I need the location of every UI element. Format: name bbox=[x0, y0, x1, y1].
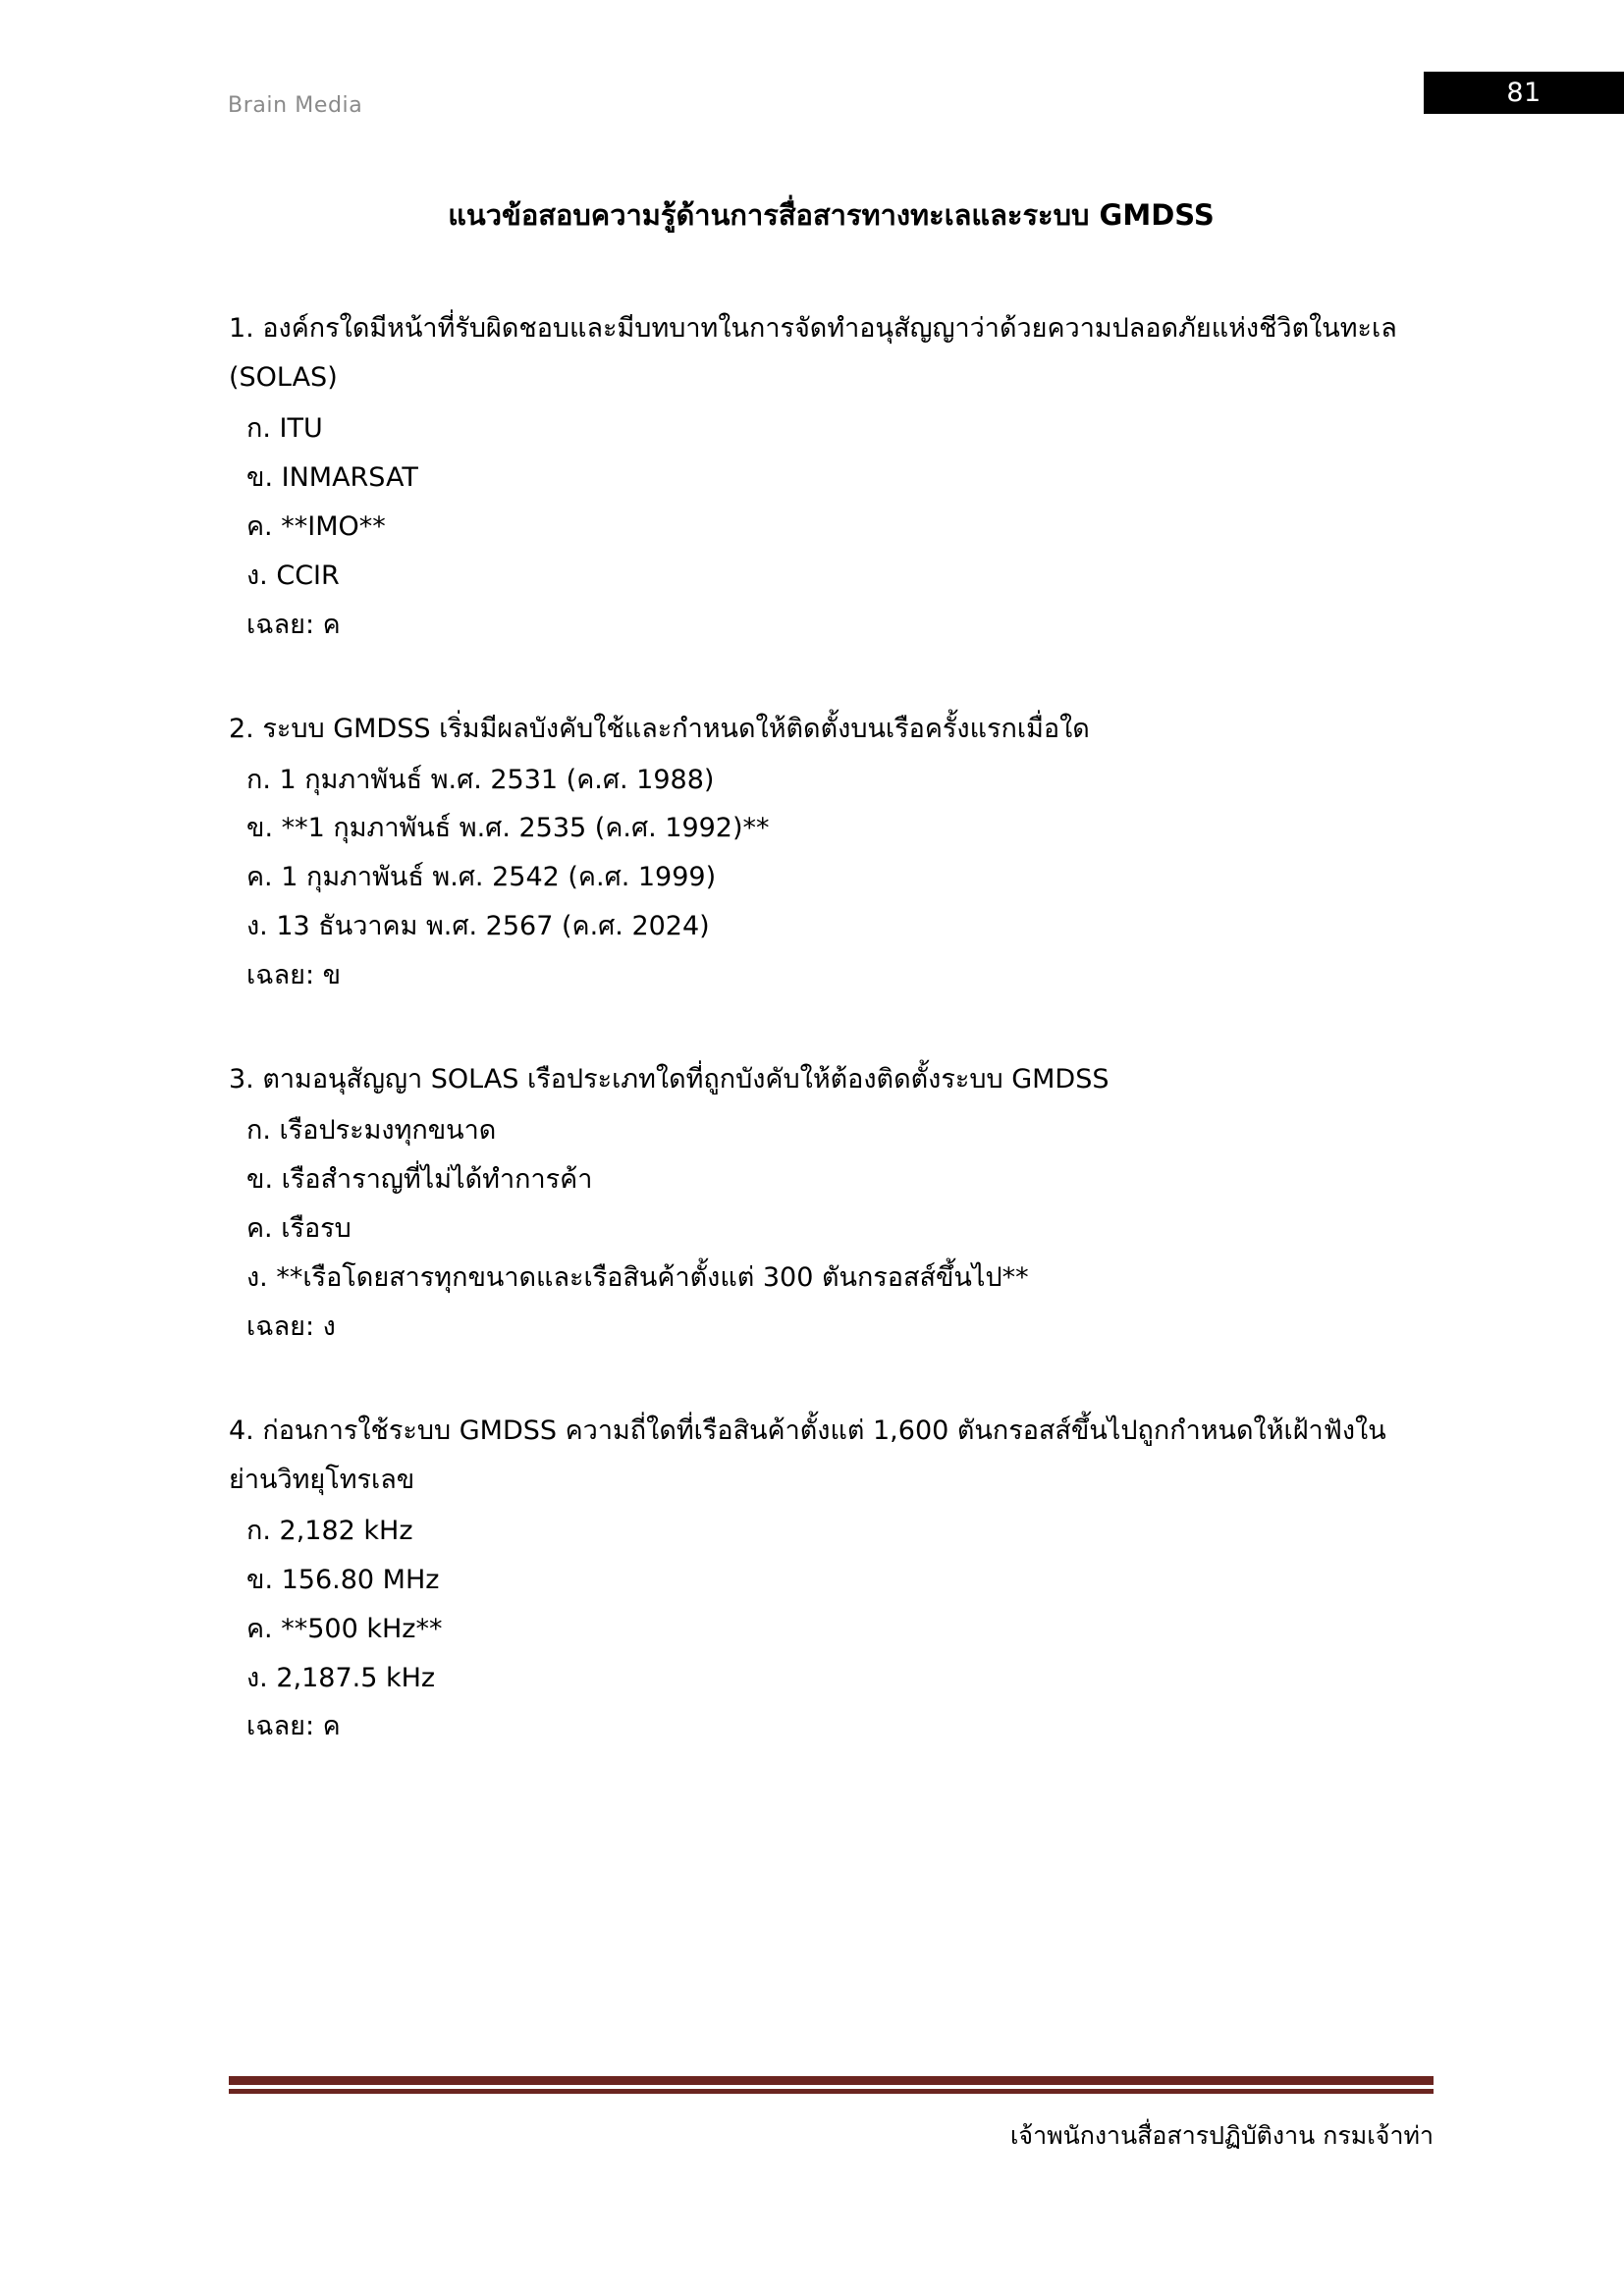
page-footer bbox=[229, 2076, 1434, 2155]
question-option: ค. **IMO** bbox=[246, 510, 386, 542]
answer-line: เฉลย: ข bbox=[246, 960, 342, 991]
question-option: ข. **1 กุมภาพันธ์ พ.ศ. 2535 (ค.ศ. 1992)** bbox=[246, 813, 770, 844]
question-option: ข. 156.80 MHz bbox=[246, 1564, 440, 1595]
question-option: ค. **500 kHz** bbox=[246, 1613, 443, 1644]
question-option: ค. เรือรบ bbox=[246, 1213, 352, 1244]
question-option: ง. **เรือโดยสารทุกขนาดและเรือสินค้าตั้งแต่ 300 ตันกรอสส์ขึ้นไป** bbox=[246, 1261, 1029, 1293]
answer-line: เฉลย: ค bbox=[246, 1711, 341, 1742]
question-text: 1. องค์กรใดมีหน้าที่รับผิดชอบและมีบทบาทในการจัดทำอนุสัญญาว่าด้วยความปลอดภัยแห่งชีวิตในทะเล (SOLAS) bbox=[229, 313, 1397, 393]
answer-line: เฉลย: ง bbox=[246, 1310, 336, 1342]
question-option: ง. 2,187.5 kHz bbox=[246, 1662, 436, 1693]
question-block bbox=[229, 705, 1434, 1001]
question-text: 2. ระบบ GMDSS เริ่มมีผลบังคับใช้และกำหนดให้ติดตั้งบนเรือครั้งแรกเมื่อใด bbox=[229, 713, 1090, 744]
question-option: ก. 1 กุมภาพันธ์ พ.ศ. 2531 (ค.ศ. 1988) bbox=[246, 764, 715, 795]
question-text: 3. ตามอนุสัญญา SOLAS เรือประเภทใดที่ถูกบังคับให้ต้องติดตั้งระบบ GMDSS bbox=[229, 1064, 1110, 1095]
question-block bbox=[229, 1407, 1434, 1752]
question-option: ง. CCIR bbox=[246, 560, 340, 591]
page-number: 81 bbox=[1506, 78, 1542, 108]
question-option: ข. เรือสำราญที่ไม่ได้ทำการค้า bbox=[246, 1164, 593, 1196]
question-text: 4. ก่อนการใช้ระบบ GMDSS ความถี่ใดที่เรือสินค้าตั้งแต่ 1,600 ตันกรอสส์ขึ้นไปถูกกำหนดให้เฝ้าฟังในย่านวิทยุโทรเลข bbox=[229, 1415, 1386, 1495]
footer-rule-upper bbox=[229, 2076, 1434, 2085]
question-option: ค. 1 กุมภาพันธ์ พ.ศ. 2542 (ค.ศ. 1999) bbox=[246, 862, 717, 893]
question-option: ก. เรือประมงทุกขนาด bbox=[246, 1115, 497, 1147]
page-title: แนวข้อสอบความรู้ด้านการสื่อสารทางทะเลและระบบ GMDSS bbox=[448, 198, 1215, 232]
answer-line: เฉลย: ค bbox=[246, 609, 341, 640]
page-number-banner bbox=[1424, 72, 1624, 114]
question-option: ข. INMARSAT bbox=[246, 461, 418, 493]
question-block bbox=[229, 304, 1434, 650]
question-option: ง. 13 ธันวาคม พ.ศ. 2567 (ค.ศ. 2024) bbox=[246, 911, 710, 942]
question-option: ก. ITU bbox=[246, 412, 323, 444]
question-block bbox=[229, 1055, 1434, 1352]
header-brand-label: Brain Media bbox=[228, 93, 363, 118]
questions-container bbox=[229, 304, 1434, 1751]
question-option: ก. 2,182 kHz bbox=[246, 1515, 413, 1546]
footer-text: เจ้าพนักงานสื่อสารปฏิบัติงาน กรมเจ้าท่า bbox=[1009, 2121, 1434, 2150]
footer-rule-lower bbox=[229, 2089, 1434, 2094]
